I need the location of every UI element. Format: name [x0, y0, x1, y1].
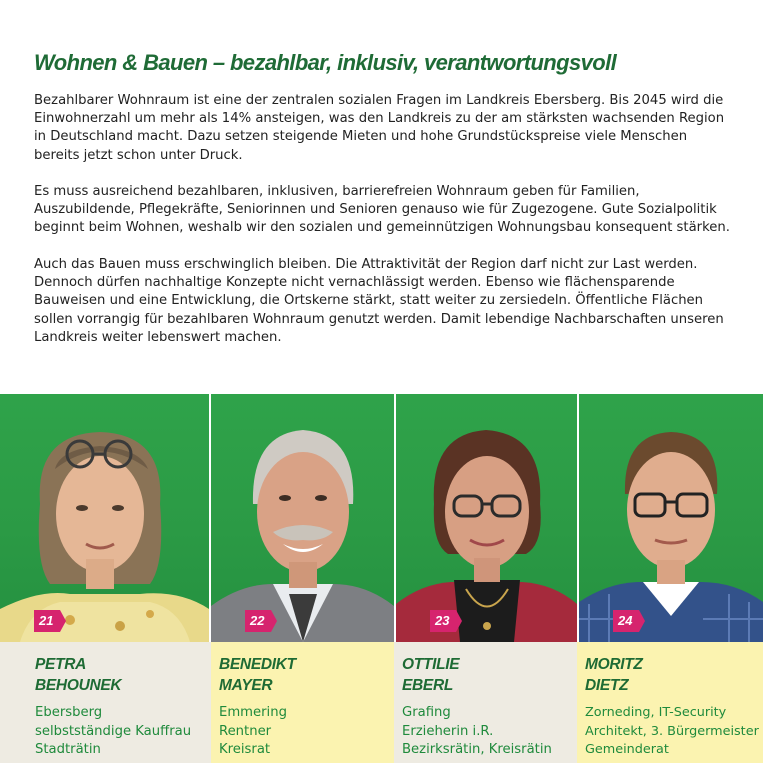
candidate-photo-moritz	[579, 394, 763, 642]
candidate-last-name: MAYER	[219, 677, 273, 694]
candidate-card-benedikt	[211, 642, 394, 763]
candidate-occupation: Architekt, 3. Bürgermeister	[585, 723, 759, 739]
candidate-number: 22	[250, 613, 265, 628]
candidate-location: Grafing	[402, 705, 451, 720]
candidate-last-name: DIETZ	[585, 677, 629, 694]
candidate-location: Zorneding, IT-Security	[585, 705, 727, 720]
candidate-photo-ottilie	[396, 394, 579, 642]
candidate-last-name: EBERL	[402, 677, 454, 694]
paragraph-3: Auch das Bauen muss erschwinglich bleiben. Die Attraktivität der Region darf nicht zur Last werden. Dennoch dürfen nachhaltige Konzepte nicht vernachlässigt werden. Ebenso wie flächensparende Bauweisen und eine Entwicklung, die Ortskerne stärkt, statt weiter zu zersiedeln. Öffentliche Flächen sollen vorrangig für bezahlbaren Wohnraum genutzt werden. Damit lebendige Nachbarschaften unseren Landkreis weiter lebenswert machen.	[34, 257, 724, 345]
candidate-number: 24	[618, 613, 633, 628]
candidate-first-name: OTTILIE	[402, 656, 460, 673]
section-heading: Wohnen & Bauen – bezahlbar, inklusiv, verantwortungsvoll	[34, 50, 617, 75]
candidate-office: Kreisrat	[219, 742, 271, 757]
candidate-number: 21	[39, 613, 54, 628]
candidate-occupation: selbstständige Kauffrau	[35, 723, 192, 739]
candidate-location: Emmering	[219, 705, 287, 720]
candidate-card-ottilie	[394, 642, 577, 763]
candidate-number-badge	[613, 610, 645, 632]
candidate-number-badge	[245, 610, 277, 632]
candidate-card-moritz	[577, 642, 763, 763]
candidate-photo-petra	[0, 394, 211, 642]
candidate-occupation: Rentner	[219, 723, 272, 739]
candidate-photo-strip	[0, 394, 763, 642]
candidate-number: 23	[435, 613, 450, 628]
candidate-office: Gemeinderat	[585, 742, 669, 757]
candidate-office: Stadträtin	[35, 742, 101, 757]
candidate-occupation: Erzieherin i.R.	[402, 723, 494, 739]
paragraph-2: Es muss ausreichend bezahlbaren, inklusiven, barrierefreien Wohnraum geben für Familien, Auszubildende, Pflegekräfte, Seniorinnen und Senioren genauso wie für Zugezogene. Gute Sozialpolitik beginnt beim Wohnen, weshalb wir den sozialen und gemeinnützigen Wohnungsbau konsequent stärken.	[34, 184, 730, 236]
candidate-last-name: BEHOUNEK	[35, 677, 122, 694]
paragraph-1: Bezahlbarer Wohnraum ist eine der zentralen sozialen Fragen im Landkreis Ebersberg. Bis 2045 wird die Einwohnerzahl um mehr als 14% ansteigen, was den Landkreis zu der am stärksten wachsenden Region in Deutschland macht. Dazu setzen steigende Mieten und hohe Grundstückspreise viele Menschen bereits jetzt schon unter Druck.	[34, 93, 725, 163]
candidate-number-badge	[430, 610, 462, 632]
candidate-office: Bezirksrätin, Kreisrätin	[402, 742, 552, 757]
candidate-location: Ebersberg	[35, 705, 103, 720]
candidate-card-petra	[0, 642, 211, 763]
candidate-first-name: MORITZ	[585, 656, 643, 673]
candidate-photo-benedikt	[211, 394, 396, 642]
candidate-number-badge	[34, 610, 66, 632]
candidate-first-name: PETRA	[35, 656, 87, 673]
candidate-info-cards	[0, 642, 763, 763]
candidate-first-name: BENEDIKT	[219, 656, 296, 673]
